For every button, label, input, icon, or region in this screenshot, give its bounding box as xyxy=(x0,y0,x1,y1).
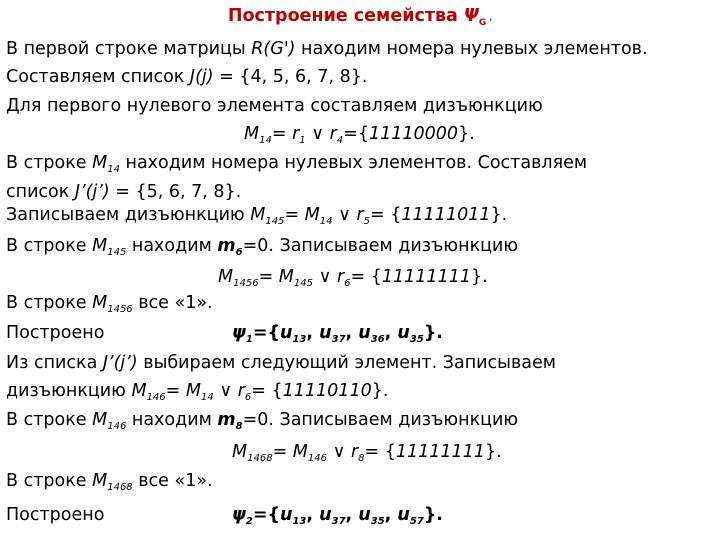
line-11-label: Построено xyxy=(6,323,105,343)
line-16: В строке $M_{1468}$ все «1». xyxy=(6,471,213,493)
line-14: В строке $M_{146}$ находим $m_8=0$. Записываем дизъюнкцию xyxy=(6,410,519,432)
formula-m14: $M_{14}= r_1$ ∨ $r_4=\{11110000\}$. xyxy=(244,124,475,146)
line-12: Из списка J’(j’) выбираем следующий элемент. Записываем xyxy=(6,353,556,373)
formula-m1468: $M_{1468}= M_{146}$ ∨ $r_8= \{11111111\}$. xyxy=(232,442,502,464)
line-6: список J’(j’) = {5, 6, 7, 8}. xyxy=(6,182,242,202)
formula-m1456: $M_{1456}= M_{145}$ ∨ $r_6= \{11111111\}$. xyxy=(218,267,488,289)
line-3: Для первого нулевого элемента составляем дизъюнкцию xyxy=(6,96,543,116)
result-psi2: $\psi_2=\{u_{13}$, $u_{37}$, $u_{35}$, $u_{57}$}. xyxy=(232,505,443,527)
line-8: В строке $M_{145}$ находим $m_6=0$. Записываем дизъюнкцию xyxy=(6,236,519,258)
line-17-label: Построено xyxy=(6,505,105,525)
line-5: В строке $M_{14}$ находим номера нулевых элементов. Составляем xyxy=(6,153,588,175)
line-2: Составляем список J(j) = {4, 5, 6, 7, 8}. xyxy=(6,67,368,87)
line-1: В первой строке матрицы R(G') находим номера нулевых элементов. xyxy=(6,39,648,59)
line-13: дизъюнкцию $M_{146}= M_{14}$ ∨ $r_6= \{11110110\}$. xyxy=(6,381,389,403)
result-psi1: $\psi_1=\{u_{13}$, $u_{37}$, $u_{36}$, $u_{35}$}. xyxy=(232,323,443,345)
line-7: Записываем дизъюнкцию $M_{145}= M_{14}$ ∨ $r_5= \{11111011\}$. xyxy=(6,205,508,227)
slide-title: Построение семейства $\Psi_{G '}$ xyxy=(227,6,493,28)
line-10: В строке $M_{1456}$ все «1». xyxy=(6,293,213,315)
